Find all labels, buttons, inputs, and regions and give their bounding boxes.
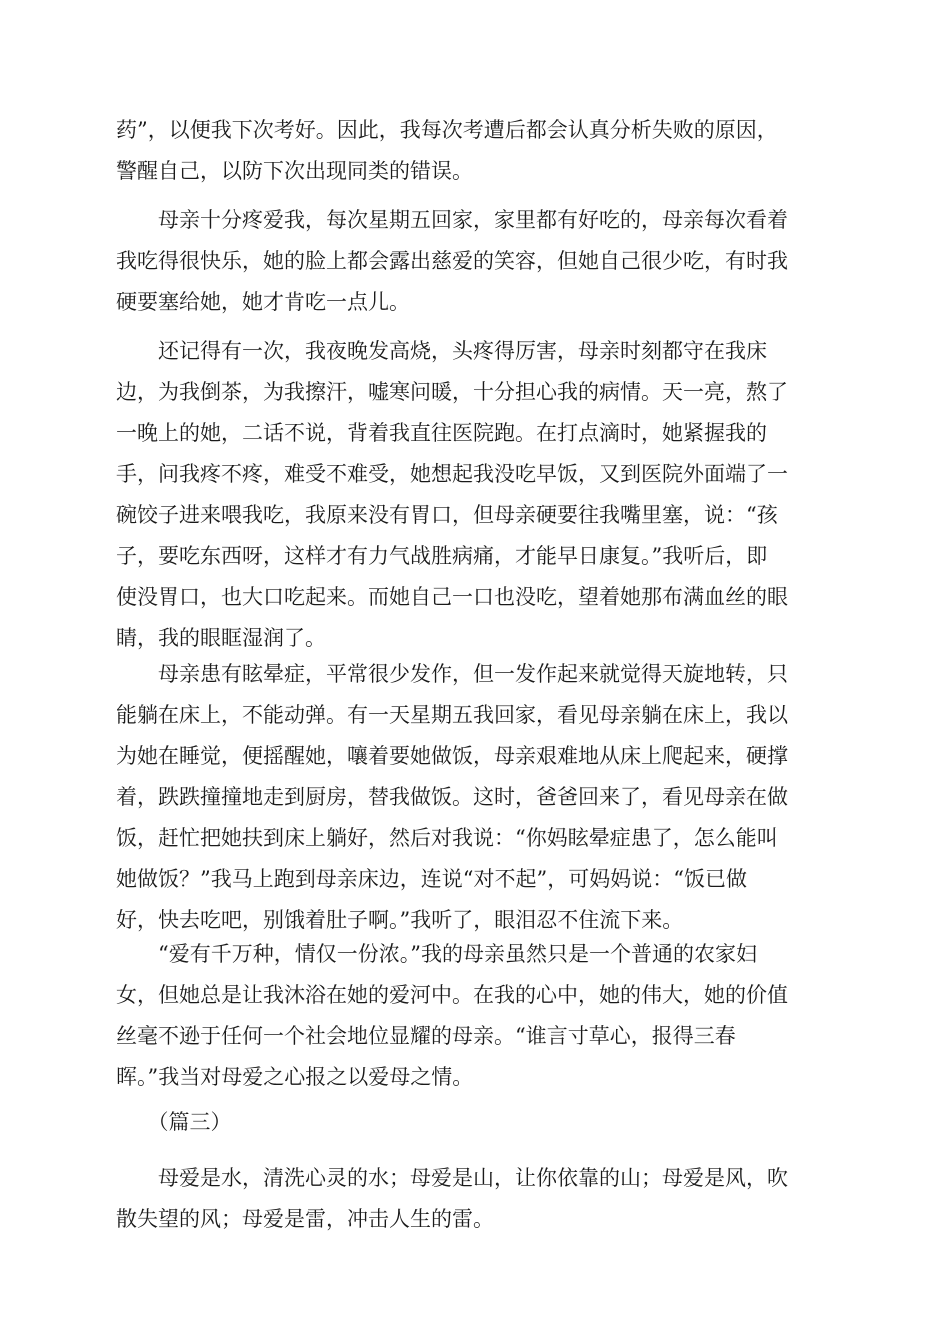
paragraph-fever-story: 还记得有一次，我夜晚发高烧，头疼得厉害，母亲时刻都守在我床 边，为我倒茶，为我擦汗，嘘寒问暖，十分担心我的病情。天一亮，熬了 一晚上的她，二话不说，背着我直往医院跑。在打点滴时，她紧握我的 手，问我疼不疼，难受不难受，她想起我没吃早饭，又到医院外面端了一 碗饺子进来喂我吃，我原来没有胃口，但母亲硬要往我嘴里塞，说：“孩 子，要吃东西呀，这样才有力气战胜病痛，才能早日康复。”我听后，即 使没胃口，也大口吃起来。而她自己一口也没吃，望着她那布满血丝的眼 睛，我的眼眶湿润了。 [116, 339, 788, 650]
paragraph-mother-love-metaphors: 母爱是水，清洗心灵的水；母爱是山，让你依靠的山；母爱是风，吹 散失望的风；母爱是雷，冲击人生的雷。 [116, 1166, 788, 1231]
paragraph-mother-love: 母亲十分疼爱我，每次星期五回家，家里都有好吃的，母亲每次看着 我吃得很快乐，她的脸上都会露出慈爱的笑容，但她自己很少吃，有时我 硬要塞给她，她才肯吃一点儿。 [116, 208, 788, 314]
paragraph-conclusion: “爱有千万种，情仅一份浓。”我的母亲虽然只是一个普通的农家妇 女，但她总是让我沐浴在她的爱河中。在我的心中，她的伟大，她的价值 丝毫不逊于任何一个社会地位显耀的母亲。“谁言寸草心，报得三春 晖。”我当对母爱之心报之以爱母之情。 [116, 942, 788, 1089]
paragraph-dizziness-story: 母亲患有眩晕症，平常很少发作，但一发作起来就觉得天旋地转，只 能躺在床上，不能动弹。有一天星期五我回家，看见母亲躺在床上，我以 为她在睡觉，便摇醒她，嚷着要她做饭，母亲艰难地从床上爬起来，硬撑 着，跌跌撞撞地走到厨房，替我做饭。这时，爸爸回来了，看见母亲在做 饭，赶忙把她扶到床上躺好，然后对我说：“你妈眩晕症患了，怎么能叫 她做饭？”我马上跑到母亲床边，连说“对不起”，可妈妈说：“饭已做 好，快去吃吧，别饿着肚子啊。”我听了，眼泪忍不住流下来。 [116, 662, 788, 932]
section-heading-part-three: （篇三） [116, 1110, 232, 1134]
paragraph-continuation: 药”，以便我下次考好。因此，我每次考遭后都会认真分析失败的原因， 警醒自己，以防下次出现同类的错误。 [116, 118, 778, 183]
